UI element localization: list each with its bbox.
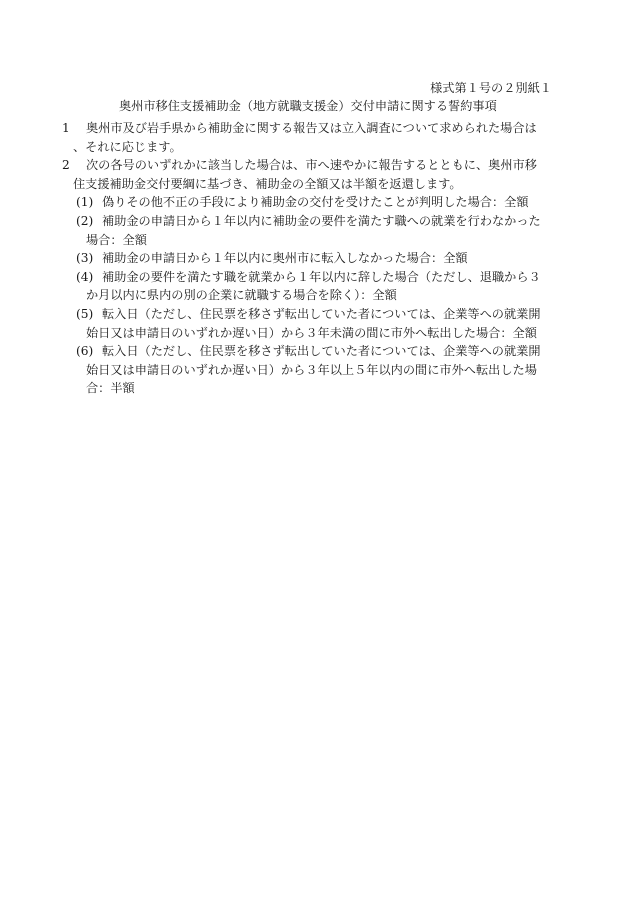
pledge-subitem-5: [62, 305, 580, 342]
pledge-subitem-2: [62, 212, 580, 249]
subitem-number: (1): [76, 195, 94, 210]
pledge-subitem-6: [62, 342, 580, 398]
item-text-line: 次の各号のいずれかに該当した場合は、市へ速やかに報告するとともに、奥州市移: [86, 158, 537, 173]
subitem-text-line: 合：半額: [86, 381, 135, 396]
subitem-number: (6): [76, 344, 94, 359]
subitem-text: [62, 268, 580, 305]
item-number: 1: [62, 121, 70, 135]
subitem-text: [62, 212, 580, 249]
subitem-text-line: 補助金の申請日から１年以内に奥州市に転入しなかった場合：全額: [102, 251, 468, 266]
item-text: [62, 156, 580, 193]
subitem-text: [62, 305, 580, 342]
pledge-subitem-1: [62, 193, 580, 212]
pledge-subitem-3: [62, 249, 580, 268]
subitem-text-line: 始日又は申請日のいずれか遅い日）から３年以上５年以内の間に市外へ転出した場: [86, 362, 537, 377]
item-text-line: 、それに応じます。: [73, 139, 182, 154]
subitem-text: [62, 249, 580, 268]
item-text: [62, 119, 580, 156]
item-text-line: 奥州市及び岩手県から補助金に関する報告又は立入調査について求められた場合は: [86, 121, 537, 135]
pledge-subitem-4: [62, 268, 580, 305]
pledge-item-1: [62, 119, 580, 156]
document-title: 奥州市移住支援補助金（地方就職支援金）交付申請に関する誓約事項: [119, 99, 497, 113]
subitem-text: [62, 342, 580, 398]
pledge-body: [62, 119, 580, 398]
subitem-text-line: 場合：全額: [86, 232, 147, 247]
pledge-item-2: [62, 156, 580, 193]
subitem-text-line: 転入日（ただし、住民票を移さず転出していた者については、企業等への就業開: [102, 344, 541, 359]
subitem-text: [62, 193, 580, 212]
subitem-text-line: 偽りその他不正の手段により補助金の交付を受けたことが判明した場合：全額: [102, 195, 529, 210]
subitem-text-line: 補助金の申請日から１年以内に補助金の要件を満たす職への就業を行わなかった: [102, 213, 541, 228]
subitem-text-line: 始日又は申請日のいずれか遅い日）から３年未満の間に市外へ転出した場合：全額: [86, 325, 537, 340]
item-text-line: 住支援補助金交付要綱に基づき、補助金の全額又は半額を返還します。: [73, 176, 462, 191]
form-number: 様式第１号の２別紙１: [430, 81, 552, 95]
subitem-number: (2): [76, 213, 94, 228]
subitem-number: (5): [76, 306, 94, 321]
subitem-text-line: か月以内に県内の別の企業に就職する場合を除く）：全額: [86, 288, 397, 303]
subitem-text-line: 補助金の要件を満たす職を就業から１年以内に辞した場合（ただし、退職から３: [102, 269, 541, 284]
subitem-text-line: 転入日（ただし、住民票を移さず転出していた者については、企業等への就業開: [102, 306, 541, 321]
subitem-number: (3): [76, 251, 94, 266]
subitem-number: (4): [76, 269, 94, 284]
item-number: 2: [62, 158, 70, 173]
